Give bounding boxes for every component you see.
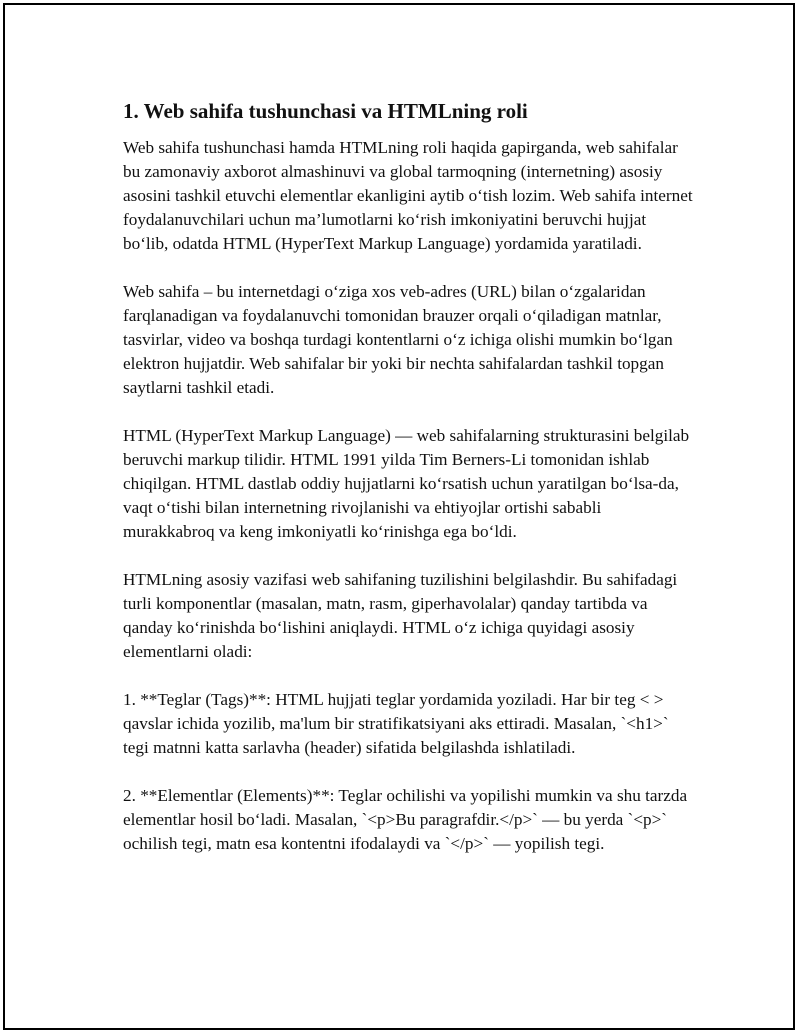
paragraph-html-purpose: HTMLning asosiy vazifasi web sahifaning tuzilishini belgilashdir. Bu sahifadagi turli komponentlar (masalan, matn, rasm, giperhavolalar) qanday tartibda va qanday ko‘rinishda bo‘lishini aniqlaydi. HTML o‘z ichiga quyidagi asosiy elementlarni oladi: [123, 570, 678, 661]
paragraph-html-definition: HTML (HyperText Markup Language) — web sahifalarning strukturasini belgilab beruvchi markup tilidir. HTML 1991 yilda Tim Berners-Li tomonidan ishlab chiqilgan. HTML dastlab oddiy hujjatlarni ko‘rsatish uchun yaratilgan bo‘lsa-da, vaqt o‘tishi bilan internetning rivojlanishi va ehtiyojlar ortishi sababli murakkabroq va keng imkoniyatli ko‘rinishga ega bo‘ldi. [123, 426, 690, 541]
section-heading: 1. Web sahifa tushunchasi va HTMLning roli [123, 99, 528, 123]
paragraph-intro: Web sahifa tushunchasi hamda HTMLning roli haqida gapirganda, web sahifalar bu zamonaviy axborot almashinuvi va global tarmoqning (internetning) asosiy asosini tashkil etuvchi elementlar ekanligini aytib o‘tish lozim. Web sahifa internet foydalanuvchilari uchun ma’lumotlarni ko‘rish imkoniyatini beruvchi hujjat bo‘lib, odatda HTML (HyperText Markup Language) yordamida yaratiladi. [123, 138, 693, 253]
paragraph-elements: 2. **Elementlar (Elements)**: Teglar ochilishi va yopilishi mumkin va shu tarzda elementlar hosil bo‘ladi. Masalan, `<p>Bu paragrafdir.</p>` — bu yerda `<p>` ochilish tegi, matn esa kontentni ifodalaydi va `</p>` — yopilish tegi. [123, 786, 688, 853]
paragraph-web-page-definition: Web sahifa – bu internetdagi o‘ziga xos veb-adres (URL) bilan o‘zgalaridan farqlanadigan va foydalanuvchi tomonidan brauzer orqali o‘qiladigan matnlar, tasvirlar, video va boshqa turdagi kontentlarni o‘z ichiga olishi mumkin bo‘lgan elektron hujjatdir. Web sahifalar bir yoki bir nechta sahifalardan tashkil topgan saytlarni tashkil etadi. [123, 282, 673, 397]
document-body [123, 97, 695, 880]
paragraph-tags: 1. **Teglar (Tags)**: HTML hujjati teglar yordamida yoziladi. Har bir teg < > qavslar ichida yozilib, ma'lum bir stratifikatsiyani aks ettiradi. Masalan, `<h1>` tegi matnni katta sarlavha (header) sifatida belgilashda ishlatiladi. [123, 690, 669, 757]
page-frame [3, 3, 795, 1030]
